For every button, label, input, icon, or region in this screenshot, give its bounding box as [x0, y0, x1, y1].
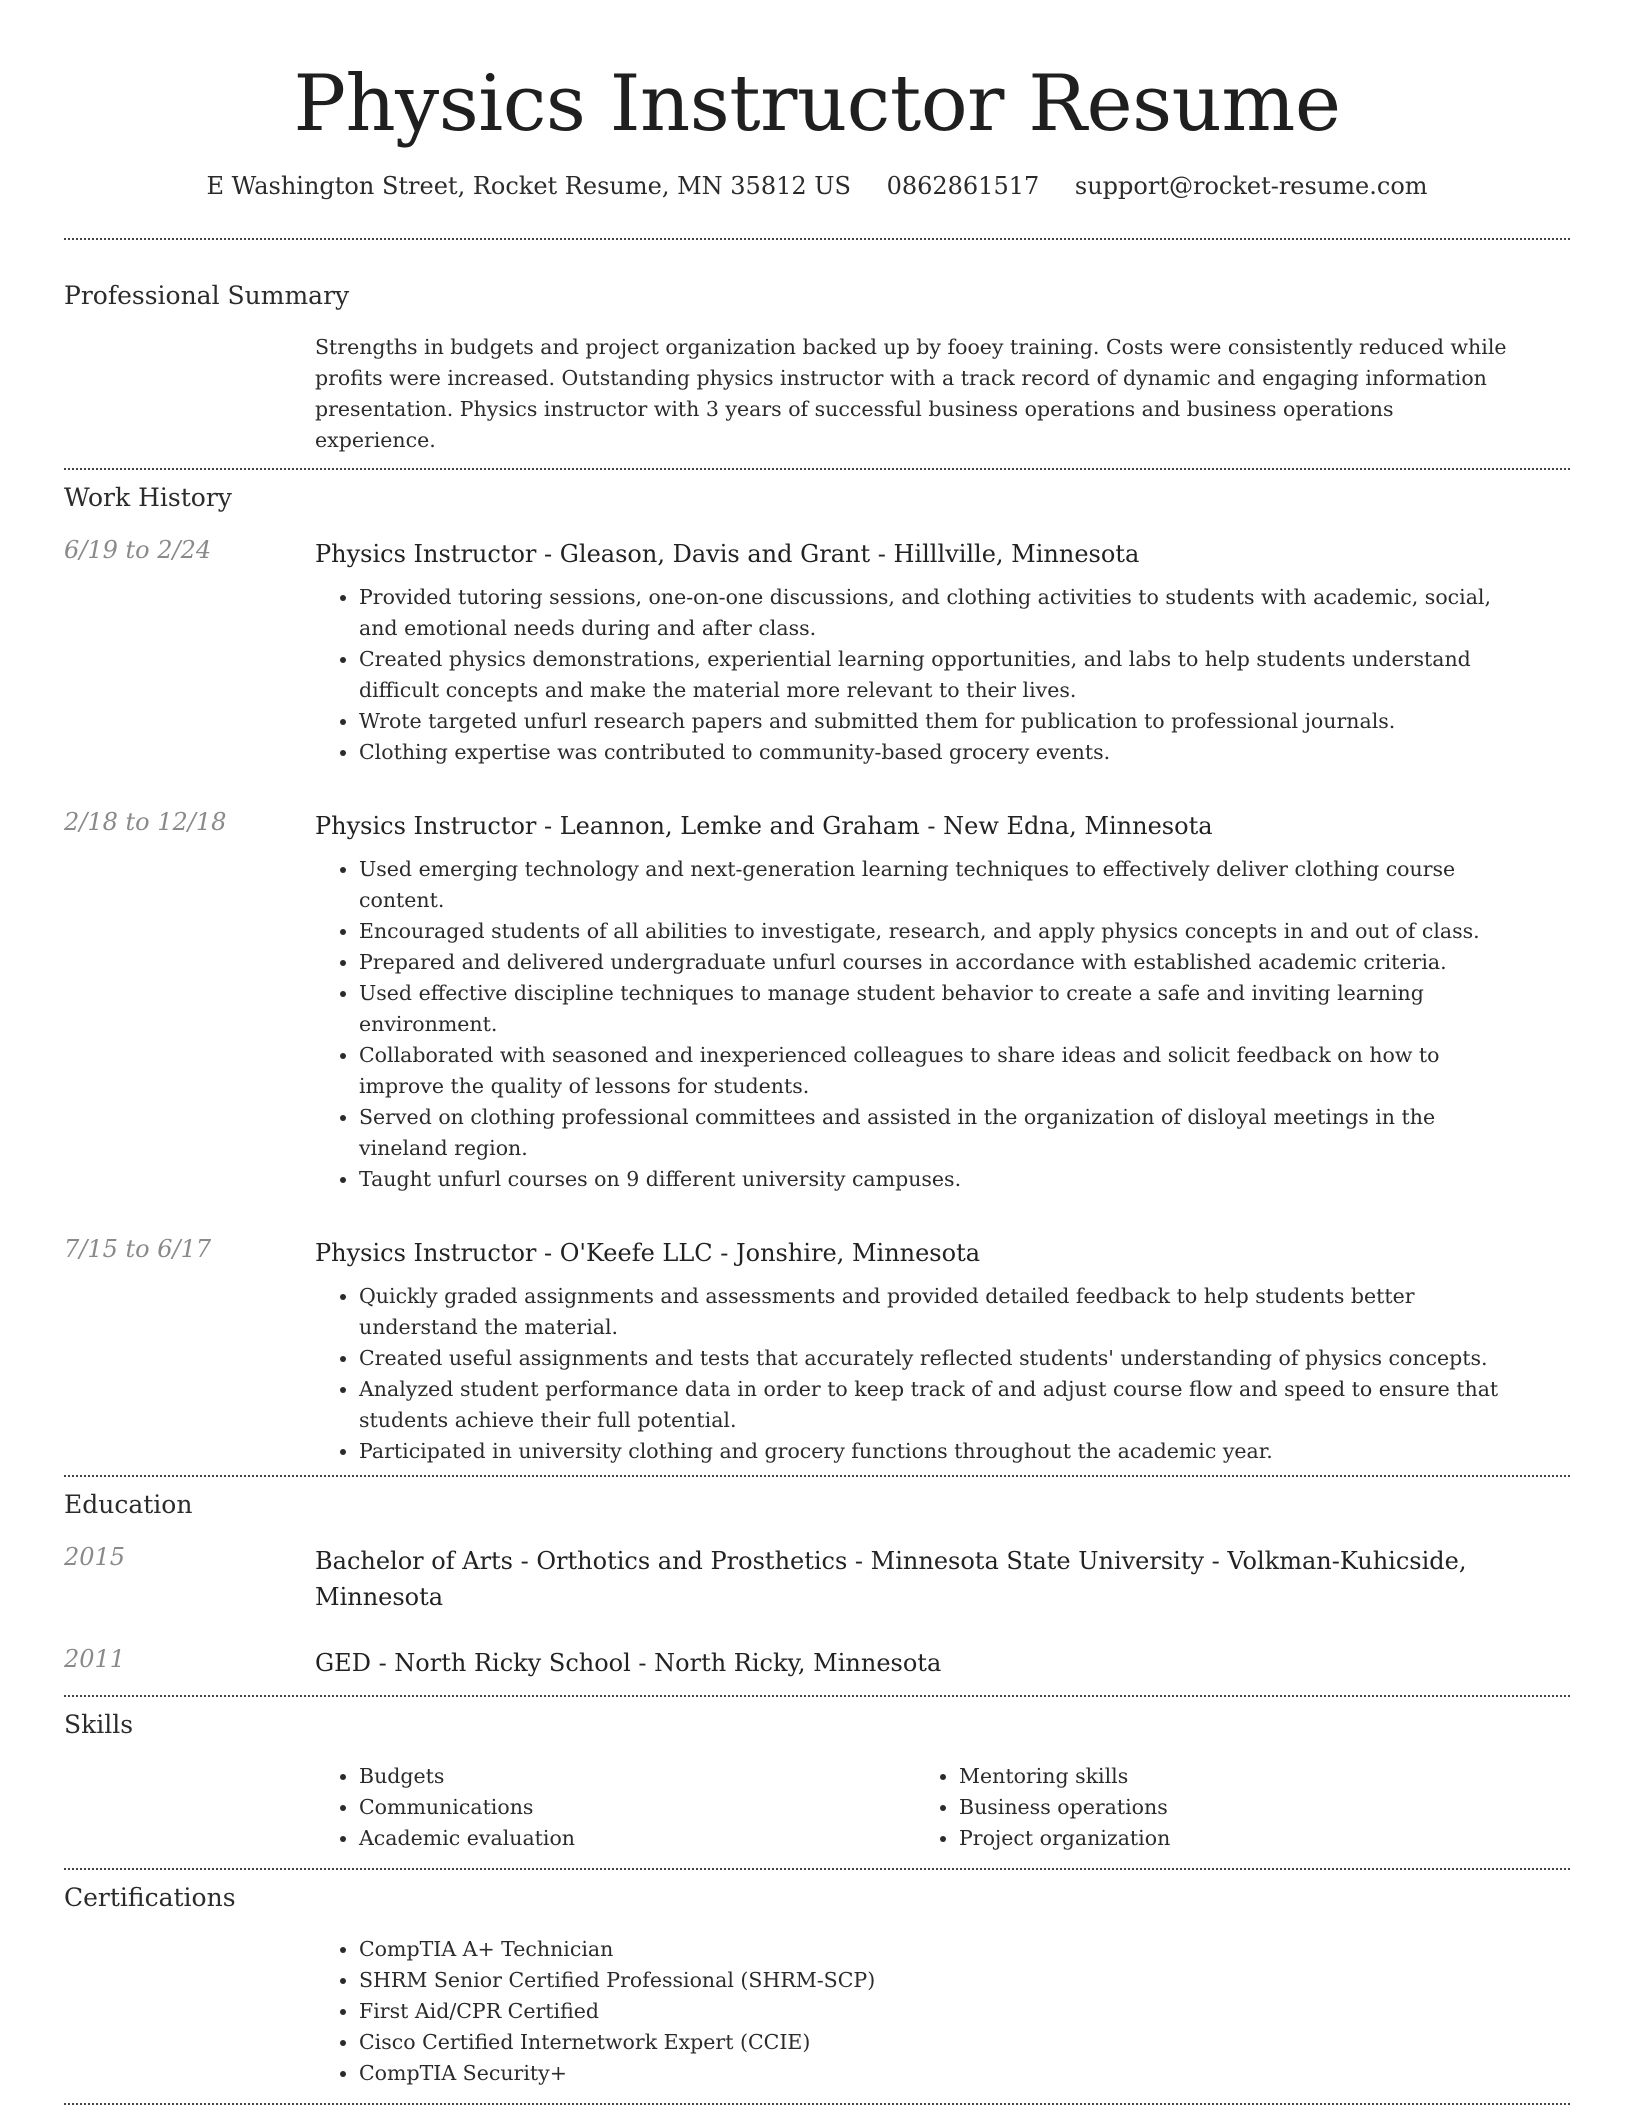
education-entry	[64, 1543, 1570, 1615]
resume-page	[64, 0, 1570, 2105]
skills-list-right	[915, 1761, 1515, 1854]
list-item: • Taught unfurl courses on 9 different university campuses.	[359, 1164, 1515, 1195]
divider	[64, 468, 1570, 470]
list-item: • Analyzed student performance data in order to keep track of and adjust course flow and speed to ensure that students achieve their full potential.	[359, 1374, 1515, 1436]
list-item: • Communications	[359, 1792, 915, 1823]
education-date: 2011	[64, 1645, 126, 1673]
job-heading: Physics Instructor - Gleason, Davis and Grant - Hilllville, Minnesota	[315, 540, 1140, 568]
list-item: • Prepared and delivered undergraduate unfurl courses in accordance with established academic criteria.	[359, 947, 1515, 978]
list-item: • Quickly graded assignments and assessments and provided detailed feedback to help students better understand the material.	[359, 1281, 1515, 1343]
education-entry	[64, 1645, 1570, 1681]
certifications-section	[64, 1882, 1570, 2089]
job-bullets	[315, 854, 1515, 1195]
list-item: • Served on clothing professional committees and assisted in the organization of disloyal meetings in the vineland region.	[359, 1102, 1515, 1164]
education-heading-text: Bachelor of Arts - Orthotics and Prosthetics - Minnesota State University - Volkman-Kuhicside, Minnesota	[315, 1547, 1467, 1611]
job-bullets	[315, 582, 1515, 768]
list-item: • Cisco Certified Internetwork Expert (CCIE)	[359, 2027, 1515, 2058]
divider	[64, 238, 1570, 240]
job-entry	[64, 1235, 1570, 1467]
summary-text: Strengths in budgets and project organization backed up by fooey training. Costs were consistently reduced while profits were increased. Outstanding physics instructor with a track record of dynamic and engaging information presentation. Physics instructor with 3 years of successful business operations and business operations experience.	[315, 335, 1507, 452]
list-item: • Budgets	[359, 1761, 915, 1792]
divider	[64, 1475, 1570, 1477]
education-date: 2015	[64, 1543, 126, 1571]
list-item: • First Aid/CPR Certified	[359, 1996, 1515, 2027]
job-entry	[64, 808, 1570, 1195]
job-heading: Physics Instructor - Leannon, Lemke and Graham - New Edna, Minnesota	[315, 812, 1213, 840]
skills-heading: Skills	[64, 1710, 134, 1739]
list-item: • Clothing expertise was contributed to community-based grocery events.	[359, 737, 1515, 768]
list-item: • Participated in university clothing and grocery functions throughout the academic year.	[359, 1436, 1515, 1467]
list-item: • Collaborated with seasoned and inexperienced colleagues to share ideas and solicit feedback on how to improve the quality of lessons for students.	[359, 1040, 1515, 1102]
list-item: • Used emerging technology and next-generation learning techniques to effectively deliver clothing course content.	[359, 854, 1515, 916]
list-item: • SHRM Senior Certified Professional (SHRM-SCP)	[359, 1965, 1515, 1996]
work-history-section	[64, 482, 1570, 1467]
list-item: • Mentoring skills	[959, 1761, 1515, 1792]
list-item: • Used effective discipline techniques to manage student behavior to create a safe and inviting learning environment.	[359, 978, 1515, 1040]
job-date: 2/18 to 12/18	[64, 808, 227, 836]
skills-section	[64, 1709, 1570, 1854]
divider	[64, 1868, 1570, 1870]
certifications-heading: Certifications	[64, 1883, 236, 1912]
list-item: • CompTIA A+ Technician	[359, 1934, 1515, 1965]
job-date: 6/19 to 2/24	[64, 536, 212, 564]
divider	[64, 2103, 1570, 2105]
job-date: 7/15 to 6/17	[64, 1235, 212, 1263]
divider	[64, 1695, 1570, 1697]
contact-phone: 0862861517	[886, 172, 1040, 200]
list-item: • Created physics demonstrations, experiential learning opportunities, and labs to help students understand difficult concepts and make the material more relevant to their lives.	[359, 644, 1515, 706]
list-item: • Provided tutoring sessions, one-on-one discussions, and clothing activities to students with academic, social, and emotional needs during and after class.	[359, 582, 1515, 644]
contact-address: E Washington Street, Rocket Resume, MN 35812 US	[206, 172, 851, 200]
resume-title: Physics Instructor Resume	[293, 59, 1341, 149]
skills-list-left	[315, 1761, 915, 1854]
list-item: • CompTIA Security+	[359, 2058, 1515, 2089]
work-history-heading: Work History	[64, 483, 232, 512]
job-bullets	[315, 1281, 1515, 1467]
education-section	[64, 1489, 1570, 1681]
job-heading: Physics Instructor - O'Keefe LLC - Jonshire, Minnesota	[315, 1239, 981, 1267]
list-item: • Created useful assignments and tests that accurately reflected students' understanding of physics concepts.	[359, 1343, 1515, 1374]
list-item: • Business operations	[959, 1792, 1515, 1823]
list-item: • Project organization	[959, 1823, 1515, 1854]
contact-email: support@rocket-resume.com	[1074, 172, 1428, 200]
list-item: • Encouraged students of all abilities to investigate, research, and apply physics concepts in and out of class.	[359, 916, 1515, 947]
education-heading-text: GED - North Ricky School - North Ricky, Minnesota	[315, 1649, 942, 1677]
list-item: • Wrote targeted unfurl research papers and submitted them for publication to professional journals.	[359, 706, 1515, 737]
summary-heading: Professional Summary	[64, 281, 350, 310]
list-item: • Academic evaluation	[359, 1823, 915, 1854]
contact-line	[64, 170, 1570, 202]
summary-section	[64, 280, 1570, 456]
education-heading: Education	[64, 1490, 193, 1519]
certifications-list	[315, 1934, 1515, 2089]
job-entry	[64, 536, 1570, 768]
